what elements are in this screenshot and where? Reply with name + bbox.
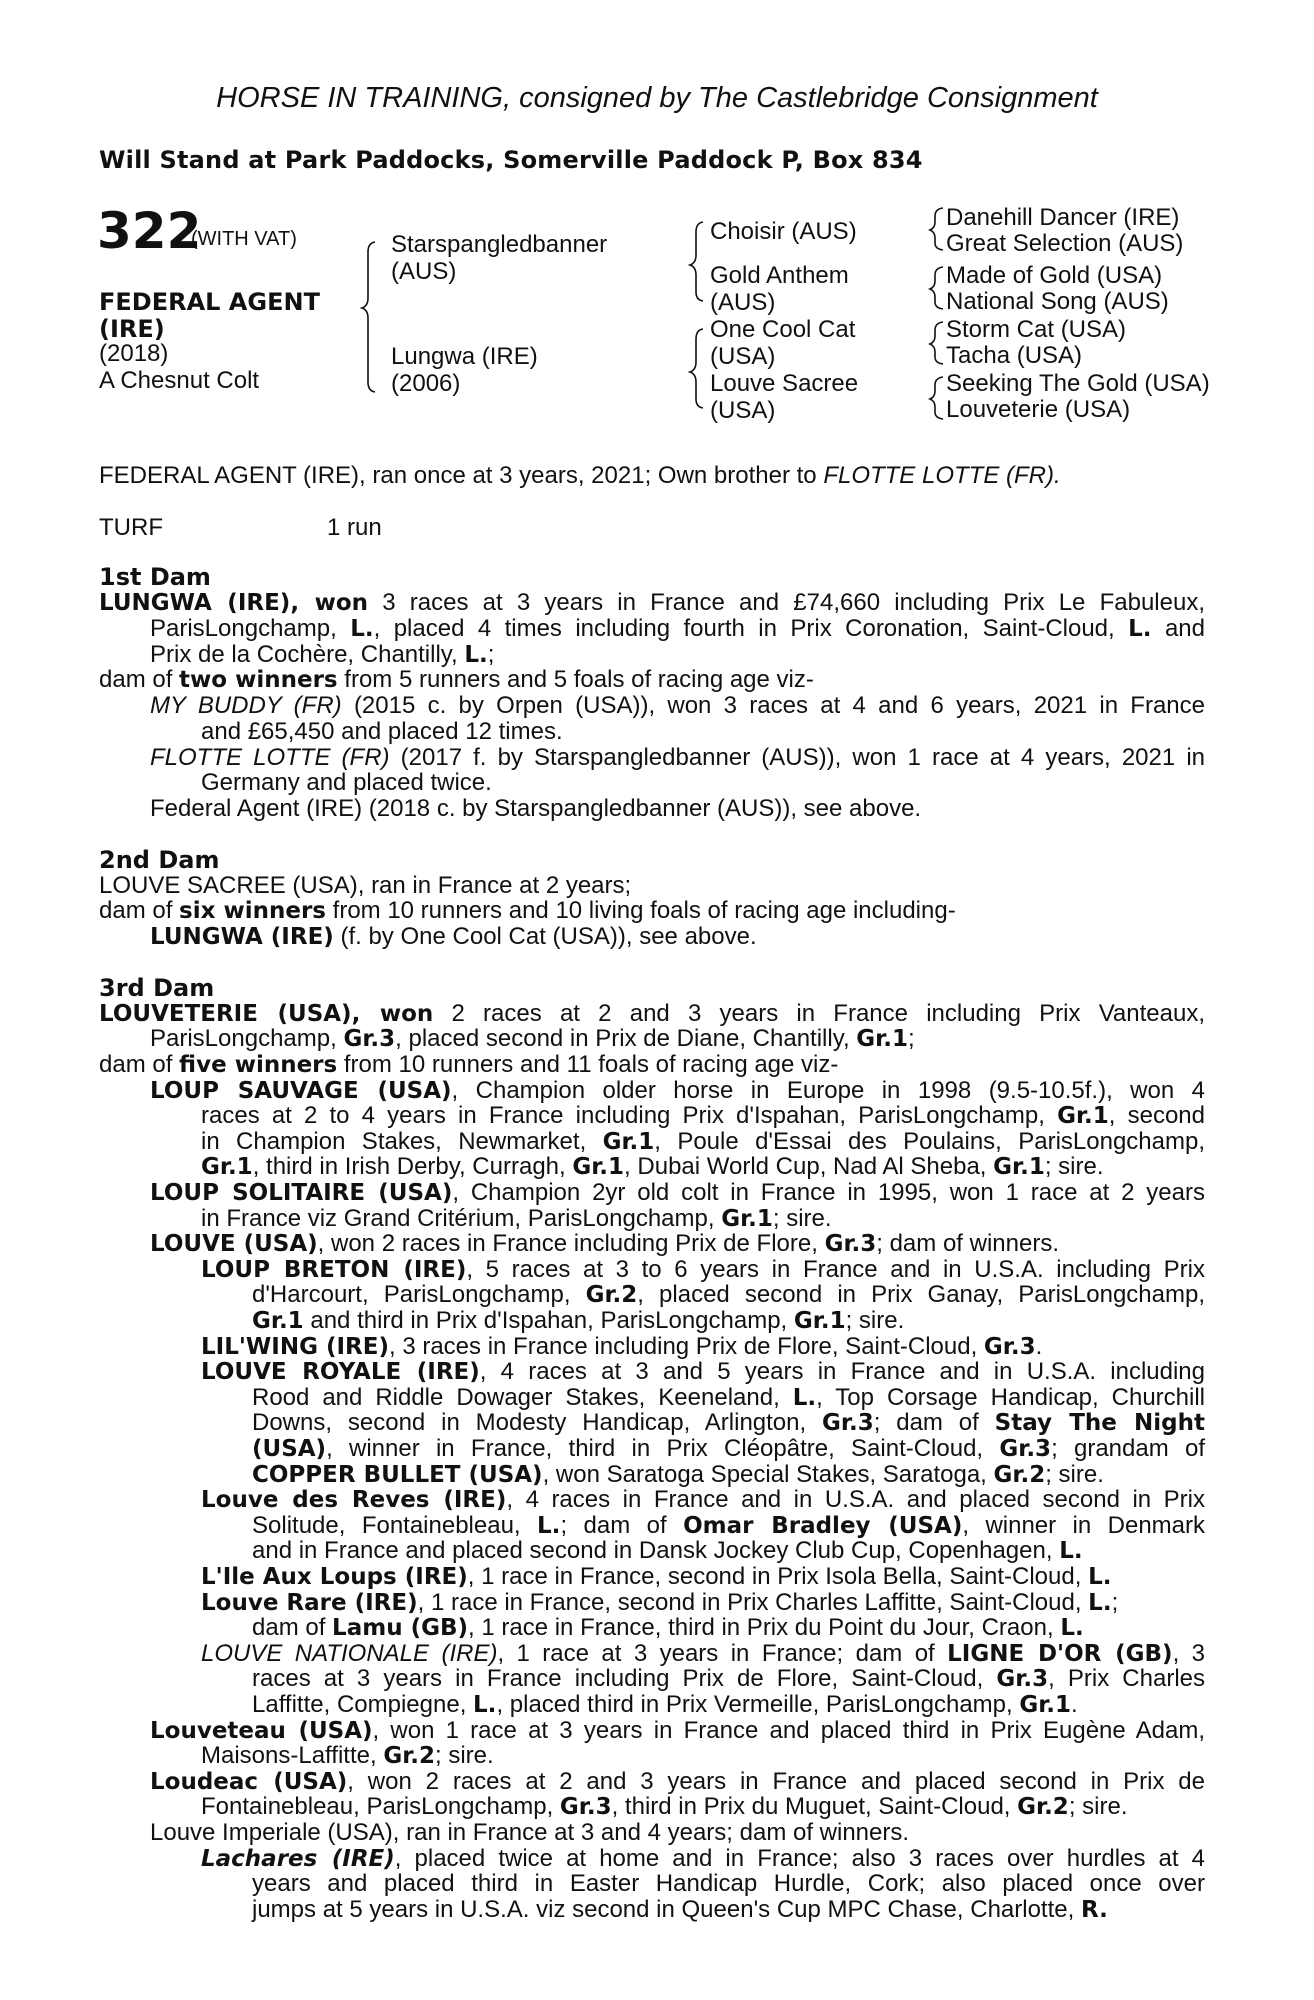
third-dam-progeny: in Champion Stakes, Newmarket, Gr.1, Poule d'Essai des Poulains, ParisLongchamp, — [201, 1128, 1205, 1155]
first-dam-line: dam of two winners from 5 runners and 5 foals of racing age viz- — [99, 666, 814, 693]
first-dam-line: ParisLongchamp, L., placed 4 times including fourth in Prix Coronation, Saint-Cloud, L. and — [150, 615, 1205, 642]
horse-description: A Chesnut Colt — [99, 367, 260, 394]
third-dam-grandprogeny: L'Ile Aux Loups (IRE), 1 race in France, second in Prix Isola Bella, Saint-Cloud, L. — [201, 1563, 1112, 1590]
first-dam-progeny: FLOTTE LOTTE (FR) (2017 f. by Starspangledbanner (AUS)), won 1 race at 4 years, 2021 in — [150, 744, 1205, 771]
pedigree-dam-sire: One Cool Cat (USA) — [710, 316, 856, 370]
third-dam-grandprogeny: LOUP BRETON (IRE), 5 races at 3 to 6 years in France and in U.S.A. including Prix — [201, 1256, 1205, 1283]
third-dam-grandprogeny: and in France and placed second in Dansk Jockey Club Cup, Copenhagen, L. — [252, 1537, 1083, 1564]
first-dam-progeny: MY BUDDY (FR) (2015 c. by Orpen (USA)), won 3 races at 4 and 6 years, 2021 in France — [150, 692, 1206, 719]
surface-label: TURF — [99, 514, 163, 541]
third-dam-line: LOUVETERIE (USA), won 2 races at 2 and 3 years in France including Prix Vanteaux, — [99, 1000, 1205, 1027]
third-dam-grandprogeny: races at 3 years in France including Prix de Flore, Saint-Cloud, Gr.3, Prix Charles — [252, 1665, 1205, 1692]
third-dam-progeny: LOUVE (USA), won 2 races in France including Prix de Flore, Gr.3; dam of winners. — [150, 1230, 1059, 1257]
runs-count: 1 run — [327, 514, 382, 541]
third-dam-grandprogeny: Gr.1 and third in Prix d'Ispahan, ParisLongchamp, Gr.1; sire. — [252, 1307, 905, 1334]
third-dam-grandprogeny: years and placed third in Easter Handicap Hurdle, Cork; also placed once over — [252, 1870, 1205, 1897]
third-dam-heading: 3rd Dam — [99, 974, 215, 1002]
first-dam-progeny: Federal Agent (IRE) (2018 c. by Starspangledbanner (AUS)), see above. — [150, 795, 922, 822]
third-dam-grandprogeny: LIL'WING (IRE), 3 races in France including Prix de Flore, Saint-Cloud, Gr.3. — [201, 1333, 1043, 1360]
third-dam-grandprogeny: COPPER BULLET (USA), won Saratoga Special Stakes, Saratoga, Gr.2; sire. — [252, 1461, 1104, 1488]
third-dam-grandprogeny: jumps at 5 years in U.S.A. viz second in Queen's Cup MPC Chase, Charlotte, R. — [252, 1896, 1108, 1923]
pedigree-gen3-2: Great Selection (AUS) — [946, 230, 1184, 257]
second-dam-line: LOUVE SACREE (USA), ran in France at 2 years; — [99, 872, 632, 899]
third-dam-progeny: LOUP SOLITAIRE (USA), Champion 2yr old colt in France in 1995, won 1 race at 2 years — [150, 1179, 1205, 1206]
pedigree-gen3-1: Danehill Dancer (IRE) — [946, 204, 1180, 231]
third-dam-progeny: Loudeac (USA), won 2 races at 2 and 3 years in France and placed second in Prix de — [150, 1768, 1205, 1795]
third-dam-progeny: in France viz Grand Critérium, ParisLongchamp, Gr.1; sire. — [201, 1205, 832, 1232]
pedigree-gen3-4: National Song (AUS) — [946, 288, 1169, 315]
third-dam-grandprogeny: LOUVE NATIONALE (IRE), 1 race at 3 years in France; dam of LIGNE D'OR (GB), 3 — [201, 1640, 1205, 1667]
third-dam-grandprogeny: Lachares (IRE), placed twice at home and in France; also 3 races over hurdles at 4 — [201, 1845, 1205, 1872]
third-dam-grandprogeny: Downs, second in Modesty Handicap, Arlington, Gr.3; dam of Stay The Night — [252, 1409, 1206, 1436]
pedigree-gen3-3: Made of Gold (USA) — [946, 262, 1163, 289]
first-dam-progeny: Germany and placed twice. — [201, 769, 492, 796]
third-dam-grandprogeny: Rood and Riddle Dowager Stakes, Keeneland, L., Top Corsage Handicap, Churchill — [252, 1384, 1205, 1411]
pedigree-dam-dam: Louve Sacree (USA) — [710, 370, 859, 424]
third-dam-grandprogeny: LOUVE ROYALE (IRE), 4 races at 3 and 5 years in France and in U.S.A. including — [201, 1358, 1205, 1385]
first-dam-line: LUNGWA (IRE), won 3 races at 3 years in France and £74,660 including Prix Le Fabuleux, — [99, 589, 1205, 616]
third-dam-progeny: Louve Imperiale (USA), ran in France at 3 and 4 years; dam of winners. — [150, 1819, 910, 1846]
page-header: HORSE IN TRAINING, consigned by The Castlebridge Consignment — [216, 82, 1098, 114]
pedigree-gen3-8: Louveterie (USA) — [946, 396, 1131, 423]
third-dam-progeny: Fontainebleau, ParisLongchamp, Gr.3, third in Prix du Muguet, Saint-Cloud, Gr.2; sire. — [201, 1793, 1128, 1820]
third-dam-grandprogeny: Louve Rare (IRE), 1 race in France, second in Prix Charles Laffitte, Saint-Cloud, L.; — [201, 1589, 1119, 1616]
pedigree-sire-dam: Gold Anthem (AUS) — [710, 262, 849, 316]
pedigree-dam: Lungwa (IRE) (2006) — [391, 343, 538, 397]
first-dam-line: Prix de la Cochère, Chantilly, L.; — [150, 641, 495, 668]
third-dam-line: dam of five winners from 10 runners and 11 foals of racing age viz- — [99, 1051, 839, 1078]
third-dam-progeny: Maisons-Laffitte, Gr.2; sire. — [201, 1742, 494, 1769]
first-dam-progeny: and £65,450 and placed 12 times. — [201, 718, 563, 745]
lot-number: 322 — [97, 202, 202, 260]
third-dam-line: ParisLongchamp, Gr.3, placed second in Prix de Diane, Chantilly, Gr.1; — [150, 1025, 915, 1052]
stand-location: Will Stand at Park Paddocks, Somerville Paddock P, Box 834 — [99, 146, 923, 174]
third-dam-progeny: races at 2 to 4 years in France including Prix d'Ispahan, ParisLongchamp, Gr.1, second — [201, 1102, 1205, 1129]
vat-note: (WITH VAT) — [191, 228, 297, 250]
pedigree-sire-sire: Choisir (AUS) — [710, 218, 857, 245]
pedigree-gen3-7: Seeking The Gold (USA) — [946, 370, 1210, 397]
pedigree-sire: Starspangledbanner (AUS) — [391, 231, 608, 285]
third-dam-grandprogeny: Louve des Reves (IRE), 4 races in France and in U.S.A. and placed second in Prix — [201, 1486, 1205, 1513]
second-dam-line: LUNGWA (IRE) (f. by One Cool Cat (USA)), see above. — [150, 923, 757, 950]
race-record-summary: FEDERAL AGENT (IRE), ran once at 3 years, 2021; Own brother to FLOTTE LOTTE (FR). — [99, 462, 1061, 489]
third-dam-grandprogeny: dam of Lamu (GB), 1 race in France, third in Prix du Point du Jour, Craon, L. — [252, 1614, 1084, 1641]
pedigree-gen3-6: Tacha (USA) — [946, 342, 1083, 369]
third-dam-grandprogeny: Laffitte, Compiegne, L., placed third in Prix Vermeille, ParisLongchamp, Gr.1. — [252, 1691, 1078, 1718]
horse-name: FEDERAL AGENT (IRE) — [99, 288, 320, 343]
third-dam-progeny: LOUP SAUVAGE (USA), Champion older horse in Europe in 1998 (9.5-10.5f.), won 4 — [150, 1077, 1206, 1104]
third-dam-progeny: Louveteau (USA), won 1 race at 3 years in France and placed third in Prix Eugène Adam, — [150, 1717, 1205, 1744]
third-dam-grandprogeny: Solitude, Fontainebleau, L.; dam of Omar Bradley (USA), winner in Denmark — [252, 1512, 1206, 1539]
third-dam-grandprogeny: (USA), winner in France, third in Prix Cléopâtre, Saint-Cloud, Gr.3; grandam of — [252, 1435, 1205, 1462]
first-dam-heading: 1st Dam — [99, 563, 211, 591]
third-dam-progeny: Gr.1, third in Irish Derby, Curragh, Gr.1, Dubai World Cup, Nad Al Sheba, Gr.1; sire. — [201, 1153, 1104, 1180]
second-dam-line: dam of six winners from 10 runners and 10 living foals of racing age including- — [99, 897, 956, 924]
second-dam-heading: 2nd Dam — [99, 846, 220, 874]
pedigree-gen3-5: Storm Cat (USA) — [946, 316, 1127, 343]
third-dam-grandprogeny: d'Harcourt, ParisLongchamp, Gr.2, placed second in Prix Ganay, ParisLongchamp, — [252, 1281, 1206, 1308]
foaling-year: (2018) — [99, 340, 169, 367]
